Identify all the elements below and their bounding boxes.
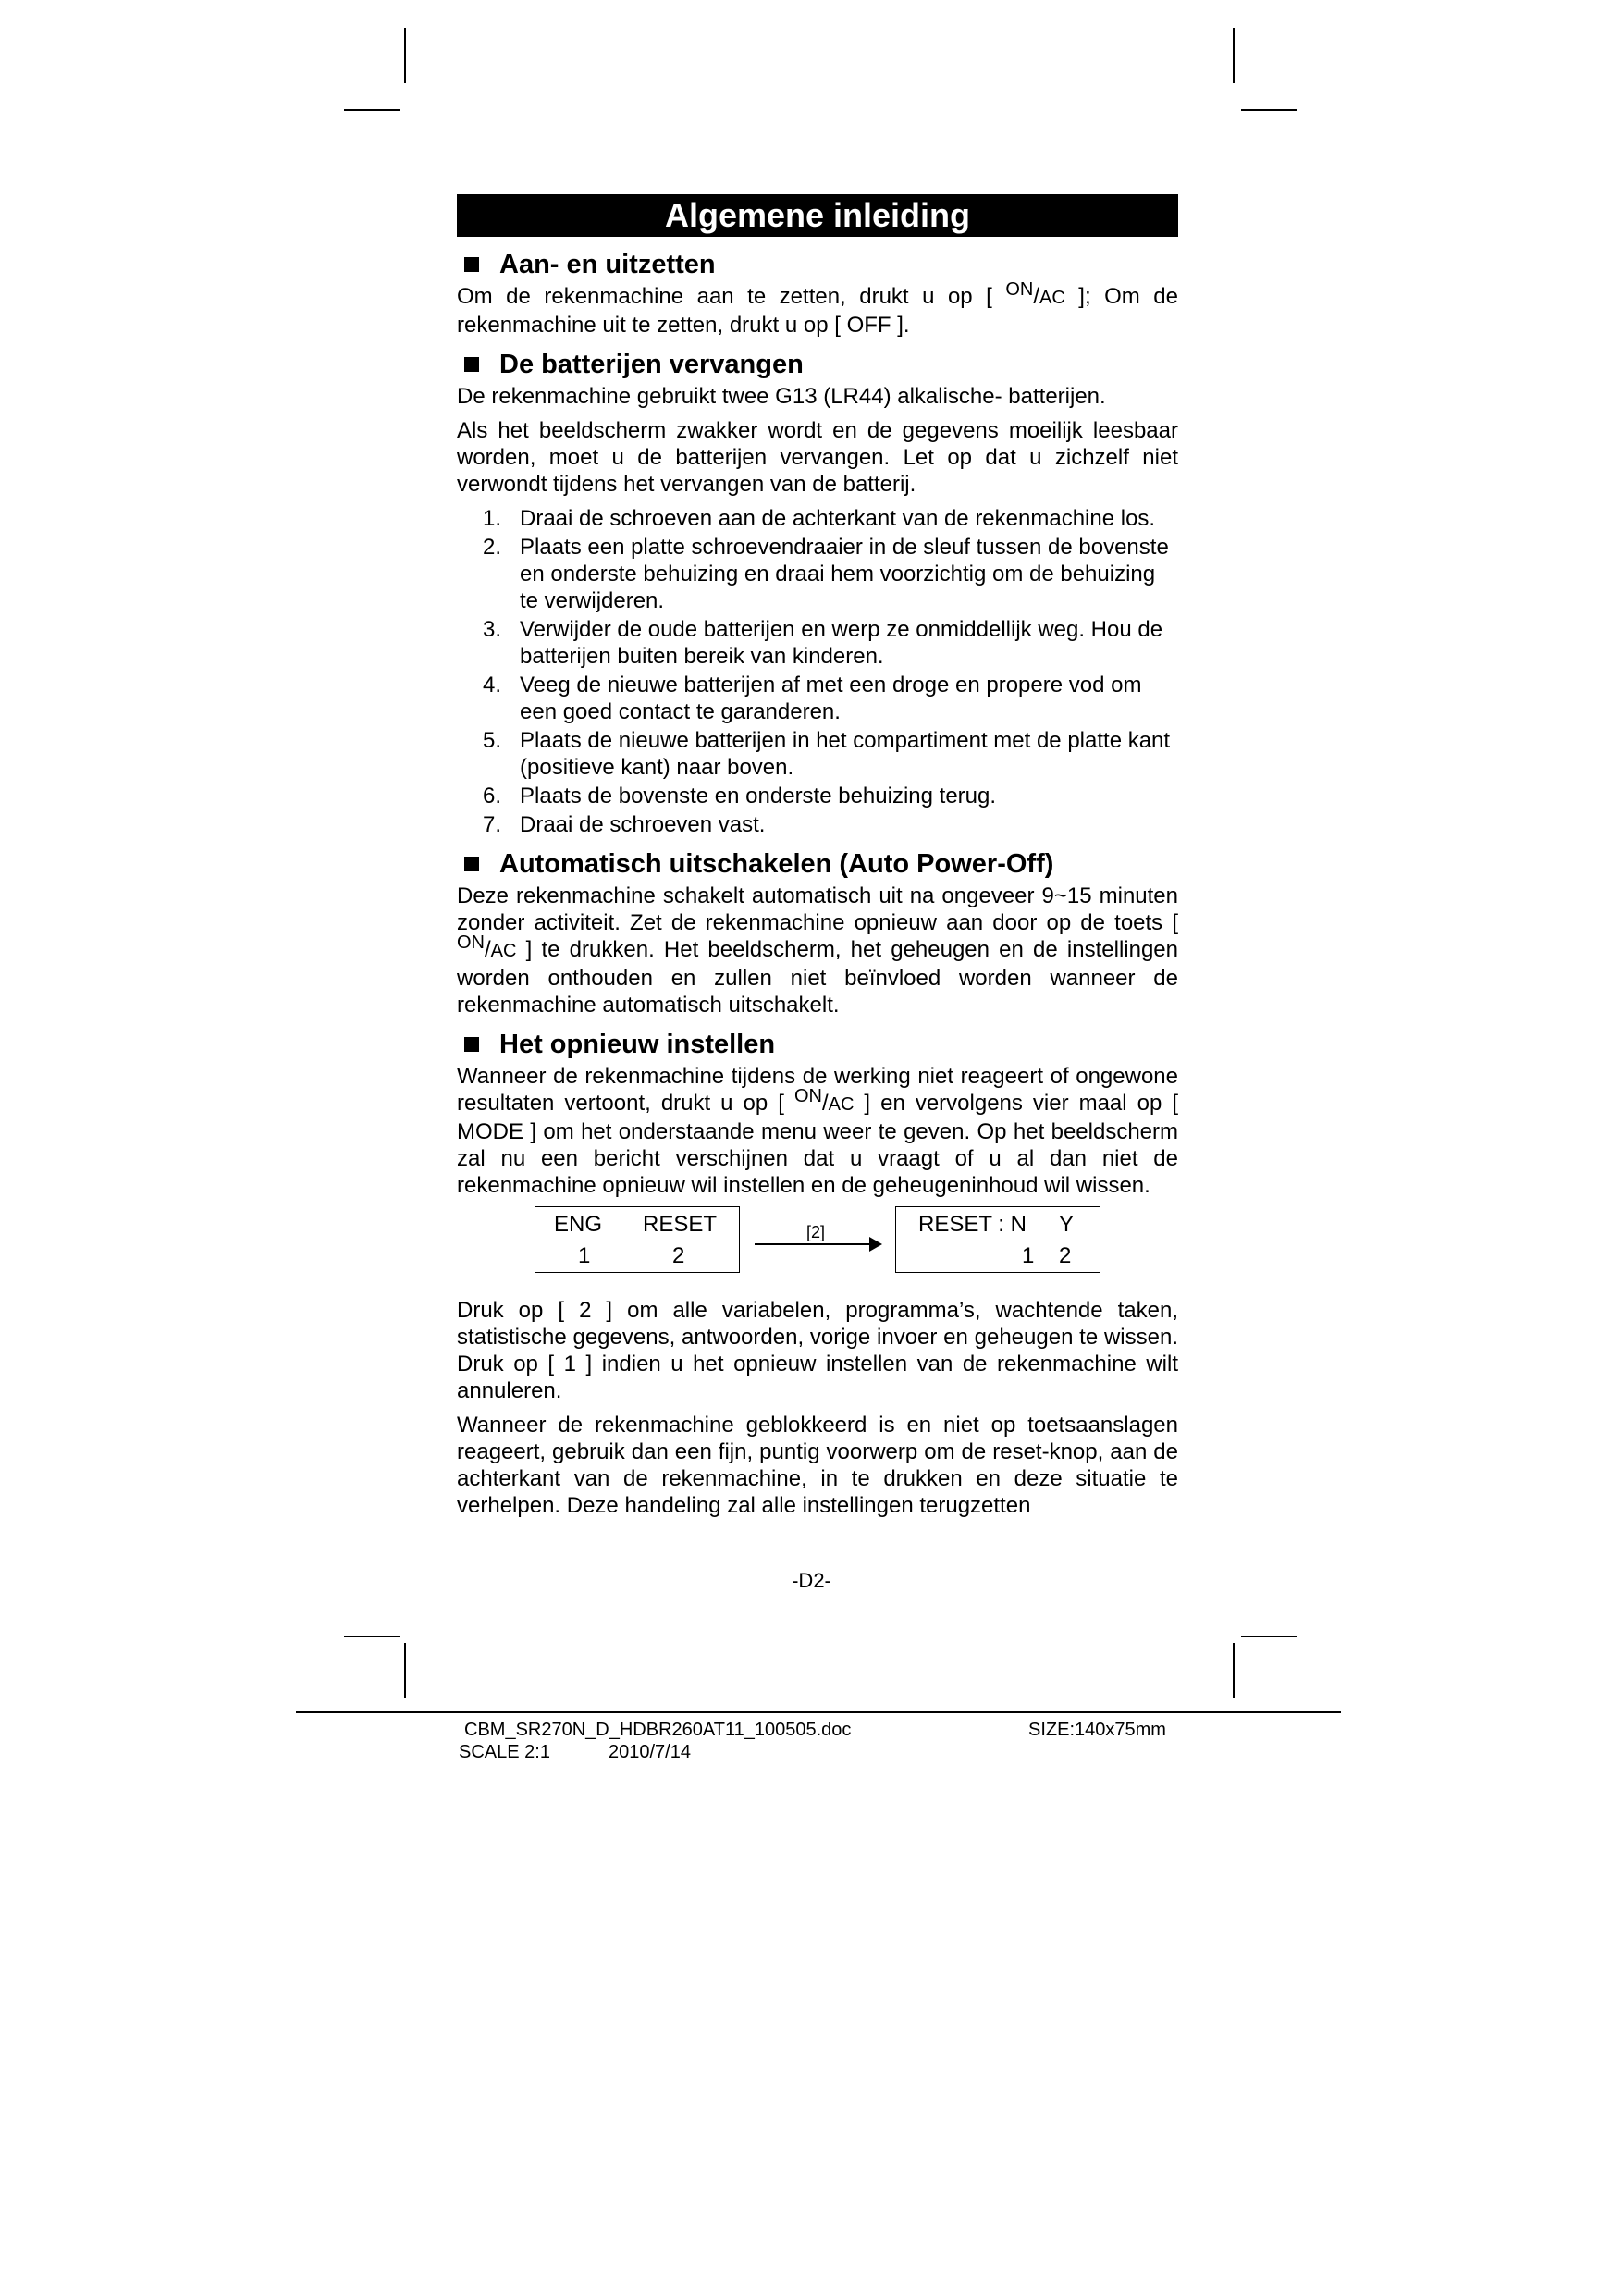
page-number: -D2- xyxy=(792,1569,831,1592)
crop-mark-bottom-left-horizontal xyxy=(344,1636,400,1637)
battery-paragraph-2: Als het beeldscherm zwakker wordt en de gegevens moeilijk leesbaar worden, moet u de batterijen vervangen. Let op dat u zichzelf niet verwondt tijdens het vervangen van de batterij. xyxy=(457,418,1178,497)
list-item: 2. Plaats een platte schroevendraaier in de sleuf tussen de bovenste en onderste behuizing en draai hem voorzichtig om de behuizing te verwijderen. xyxy=(483,535,1169,613)
lcd-reset-prompt: RESET : N xyxy=(918,1212,1027,1237)
page-title: Algemene inleiding xyxy=(457,194,1178,237)
section-heading-auto-off-label: Automatisch uitschakelen (Auto Power-Off) xyxy=(499,849,1054,879)
crop-mark-top-right-horizontal xyxy=(1241,109,1297,111)
square-bullet-icon xyxy=(464,257,479,272)
footer-divider xyxy=(296,1711,1341,1713)
section-heading-battery xyxy=(457,348,1178,381)
auto-off-paragraph: Deze rekenmachine schakelt automatisch uit na ongeveer 9~15 minuten zonder activiteit. Zet de rekenmachine opnieuw aan door op de toets [ $^{ON}$/AC ] te drukken. Het beeldscherm, het geheugen en de instellingen worden onthouden en zullen niet beïnvloed worden wanneer de rekenmachine automatisch uitschakelt. xyxy=(457,883,1178,1018)
crop-mark-top-left-vertical xyxy=(404,28,406,83)
square-bullet-icon xyxy=(464,1037,479,1052)
arrow-key-label: [2] xyxy=(806,1223,826,1241)
reset-paragraph-1: Wanneer de rekenmachine tijdens de werking niet reageert of ongewone resultaten vertoont, drukt u op [ $^{ON}$/AC ] en vervolgens vier maal op [ MODE ] om het onderstaande menu weer te geven. Op het beeldscherm zal nu een bericht verschijnen dat u vraagt of u al dan niet de rekenmachine opnieuw wil instellen en de geheugeninhoud wil wissen. xyxy=(457,1064,1179,1198)
footer-size: SIZE:140x75mm xyxy=(1028,1720,1166,1740)
lcd-option-y: Y xyxy=(1059,1212,1075,1237)
key-ac-label: AC xyxy=(1039,288,1065,308)
crop-mark-bottom-left-vertical xyxy=(404,1643,406,1698)
crop-mark-top-right-vertical xyxy=(1233,28,1235,83)
crop-mark-bottom-right-vertical xyxy=(1233,1643,1235,1698)
page-content xyxy=(457,194,1178,1526)
lcd-number-1: 1 xyxy=(1022,1243,1035,1268)
power-text-a: Om de rekenmachine aan te zetten, drukt u op [ xyxy=(457,284,1006,309)
key-on-label: ON xyxy=(793,1086,822,1106)
list-item: 1. Draai de schroeven aan de achterkant van de rekenmachine los. xyxy=(483,506,1156,531)
battery-paragraph-1: De rekenmachine gebruikt twee G13 (LR44) alkalische- batterijen. xyxy=(457,384,1106,409)
footer-date: 2010/7/14 xyxy=(609,1742,691,1762)
section-heading-power xyxy=(457,248,1178,281)
arrow-right-icon xyxy=(755,1243,880,1245)
key-ac-label: AC xyxy=(828,1094,855,1115)
crop-mark-bottom-right-horizontal xyxy=(1241,1636,1297,1637)
crop-mark-top-left-horizontal xyxy=(344,109,400,111)
key-ac-label: AC xyxy=(490,941,517,961)
lcd-number-2: 2 xyxy=(672,1243,685,1268)
power-text-b: ]; Om de rekenmachine uit te zetten, drukt u op [ OFF ]. xyxy=(457,284,1178,338)
key-on-label: ON xyxy=(457,932,485,953)
reset-paragraph-3: Wanneer de rekenmachine geblokkeerd is en niet op toetsaanslagen reageert, gebruik dan een fijn, puntig voorwerp om de reset-knop, aan de achterkant van de rekenmachine, in te drukken en deze situatie te verhelpen. Deze handeling zal alle instellingen terugzetten xyxy=(457,1413,1178,1518)
reset-menu-diagram xyxy=(457,1206,1178,1280)
list-item: 5. Plaats de nieuwe batterijen in het compartiment met de platte kant (positieve kant) naar boven. xyxy=(483,728,1171,780)
square-bullet-icon xyxy=(464,357,479,372)
lcd-number-1: 1 xyxy=(578,1243,591,1268)
key-on-label: ON xyxy=(1005,279,1034,300)
reset-paragraph-2: Druk op [ 2 ] om alle variabelen, programma’s, wachtende taken, statistische gegevens, antwoorden, vorige invoer en geheugen te wissen. Druk op [ 1 ] indien u het opnieuw instellen van de rekenmachine wilt annuleren. xyxy=(457,1298,1178,1403)
power-paragraph: Om de rekenmachine aan te zetten, drukt u op [ $^{ON}$/AC ]; Om de rekenmachine uit te zetten, drukt u op [ OFF ]. xyxy=(457,279,1178,338)
list-item: 6. Plaats de bovenste en onderste behuizing terug. xyxy=(483,784,997,809)
section-heading-power-label: Aan- en uitzetten xyxy=(499,250,716,279)
list-item: 4. Veeg de nieuwe batterijen af met een droge en propere vod om een goed contact te garanderen. xyxy=(483,673,1142,724)
list-item: 7. Draai de schroeven vast. xyxy=(483,812,766,837)
lcd-option-eng: ENG xyxy=(554,1212,603,1237)
list-item: 3. Verwijder de oude batterijen en werp ze onmiddellijk weg. Hou de batterijen buiten bereik van kinderen. xyxy=(483,617,1163,669)
section-heading-reset xyxy=(457,1028,1178,1061)
lcd-menu-right xyxy=(895,1206,1100,1273)
lcd-menu-left xyxy=(535,1206,740,1273)
footer-filename: CBM_SR270N_D_HDBR260AT11_100505.doc xyxy=(464,1720,852,1740)
battery-steps-list xyxy=(457,505,1178,838)
section-heading-reset-label: Het opnieuw instellen xyxy=(499,1030,776,1059)
section-heading-auto-off xyxy=(457,847,1178,881)
square-bullet-icon xyxy=(464,857,479,871)
section-heading-battery-label: De batterijen vervangen xyxy=(499,350,804,379)
lcd-number-2: 2 xyxy=(1059,1243,1072,1268)
footer-scale: SCALE 2:1 xyxy=(459,1742,550,1762)
lcd-option-reset: RESET xyxy=(643,1212,718,1237)
